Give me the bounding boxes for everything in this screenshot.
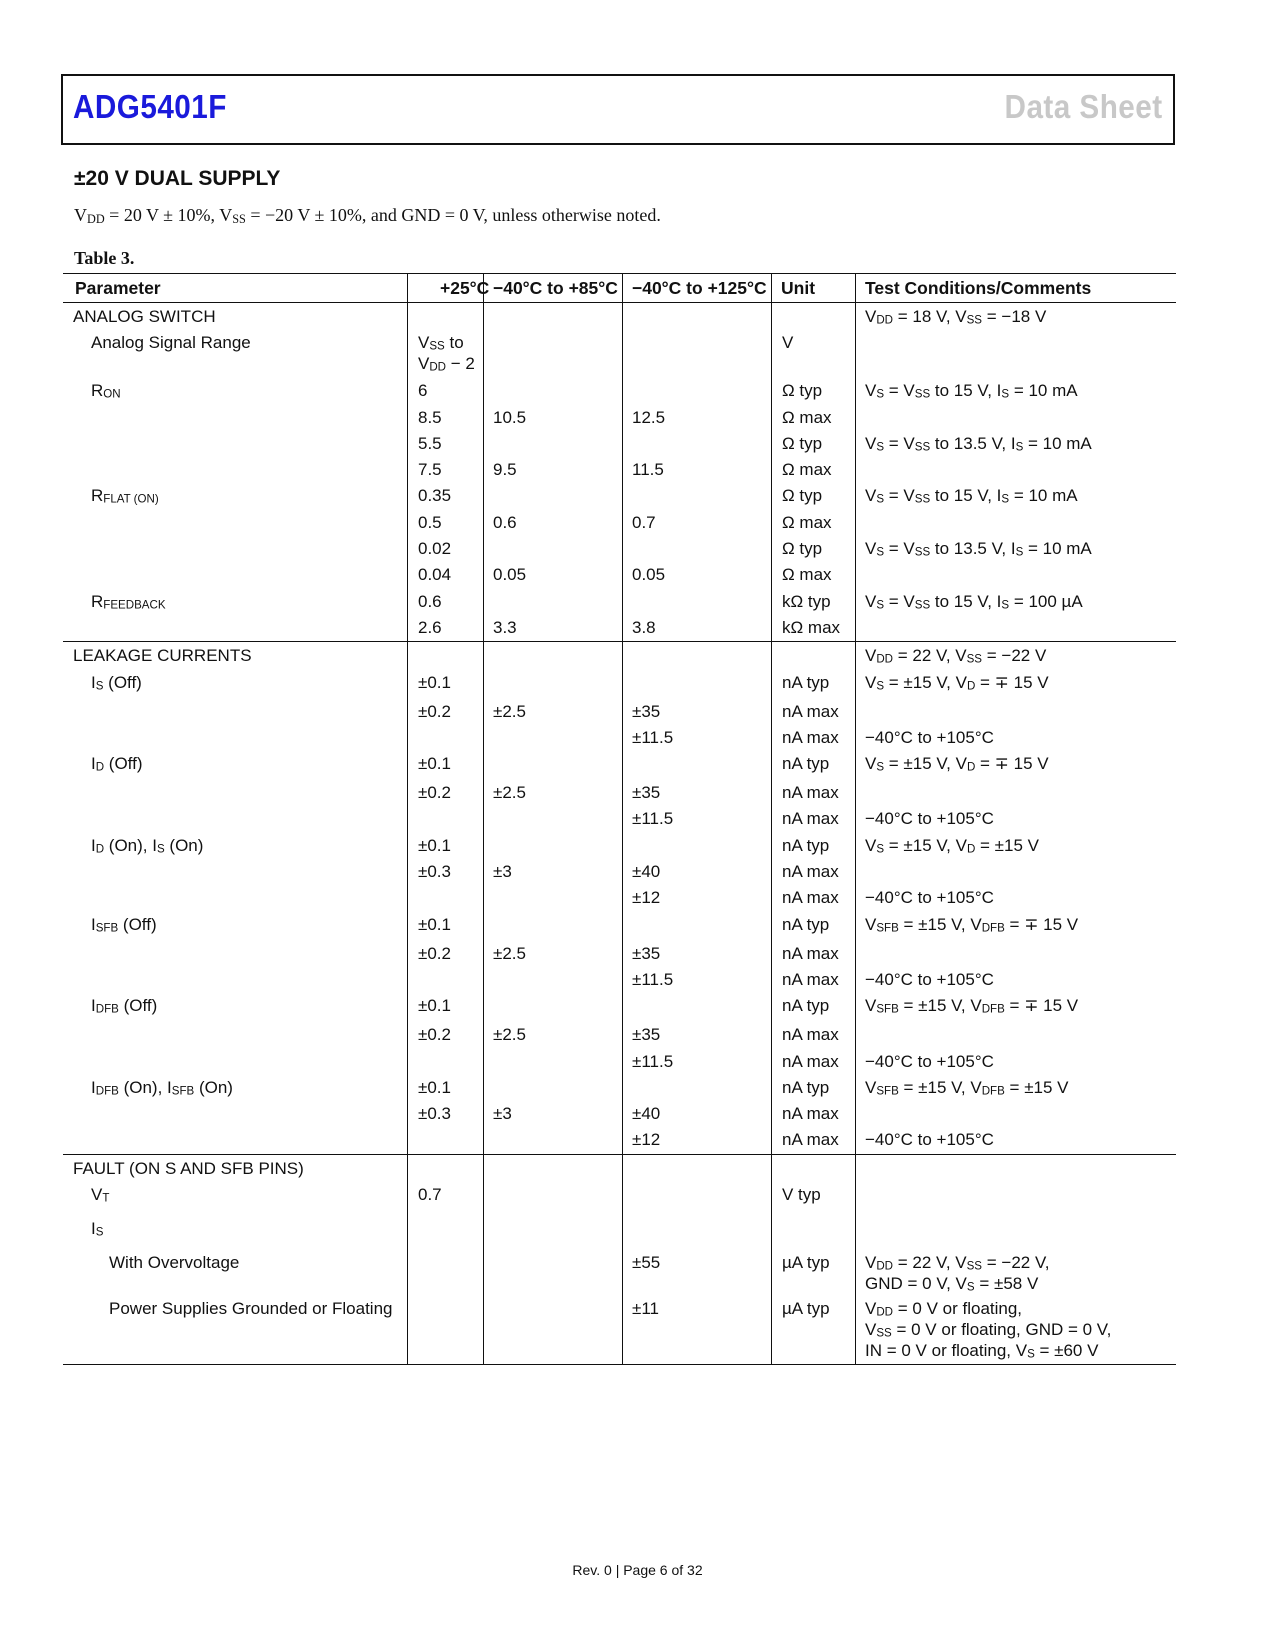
value-125c: 3.8 (632, 617, 656, 637)
param-label: $I_{SFB}$ (Off) (91, 914, 157, 935)
unit: Ω typ (782, 381, 823, 401)
unit: nA max (782, 862, 839, 882)
part-number: ADG5401F (73, 88, 227, 125)
table-row (63, 562, 1176, 588)
table-row (63, 859, 1176, 885)
condition: $V_{SFB} = \pm 15$ V, $V_{DFB} = \pm 15$ V (865, 1077, 1069, 1098)
param-label: $I_{DFB}$ (On), $I_{SFB}$ (On) (91, 1077, 233, 1098)
value-85c: ±3 (493, 1104, 512, 1124)
table-row (63, 967, 1176, 993)
value-125c: ±12 (632, 1130, 661, 1150)
value-25c: $V_{SS}$ to $V_{DD} - 2$ (418, 333, 475, 375)
condition: −40°C to +105°C (865, 888, 994, 908)
unit: nA typ (782, 754, 830, 774)
table-row (63, 993, 1176, 1022)
condition: −40°C to +105°C (865, 1130, 994, 1150)
value-125c: ±35 (632, 1025, 661, 1045)
value-25c: ±0.2 (418, 943, 451, 963)
value-25c: ±0.1 (418, 754, 451, 774)
table-row (63, 510, 1176, 536)
table-row (63, 457, 1176, 483)
condition: $V_S = V_{SS}$ to 15 V, $I_S = 100$ µA (865, 591, 1083, 612)
param-label: Power Supplies Grounded or Floating (109, 1299, 393, 1319)
condition: $V_{SFB} = \pm 15$ V, $V_{DFB}$ = ∓ 15 V (865, 914, 1079, 935)
fault-section (63, 1155, 1176, 1365)
page-footer: Rev. 0 | Page 6 of 32 (572, 1562, 703, 1578)
condition: $V_{SFB} = \pm 15$ V, $V_{DFB}$ = ∓ 15 V (865, 996, 1079, 1016)
value-85c: ±2.5 (493, 783, 526, 803)
param-label: With Overvoltage (109, 1253, 240, 1273)
table-caption: Table 3. (74, 248, 135, 268)
param-label: $I_S$ (Off) (91, 672, 142, 693)
condition: $V_S = V_{SS}$ to 15 V, $I_S = 10$ mA (865, 486, 1078, 507)
value-85c: ±2.5 (493, 701, 526, 721)
unit: µA typ (782, 1253, 830, 1273)
supply-conditions: $V_{DD} = 20$ V ± 10%, $V_{SS} = -20$ V ± 10%, and GND = 0 V, unless otherwise noted. (74, 205, 661, 226)
unit: nA typ (782, 1077, 830, 1097)
value-25c: 7.5 (418, 460, 442, 480)
value-125c: ±40 (632, 862, 661, 882)
unit: nA typ (782, 672, 830, 692)
unit: Ω typ (782, 539, 823, 559)
value-25c: 0.04 (418, 565, 452, 585)
table-row (63, 1182, 1176, 1216)
unit: nA max (782, 1051, 839, 1071)
header-125c: −40°C to +125°C (632, 278, 767, 298)
unit: Ω typ (782, 433, 823, 453)
unit: nA typ (782, 996, 830, 1016)
unit: nA max (782, 809, 839, 829)
value-25c: ±0.1 (418, 1077, 451, 1097)
condition: $V_S = \pm 15$ V, $V_D$ = ∓ 15 V (865, 754, 1049, 774)
table-row (63, 643, 1176, 669)
value-25c: ±0.2 (418, 701, 451, 721)
group-label: LEAKAGE CURRENTS (73, 646, 252, 666)
page-header (61, 74, 1175, 145)
param-label: $R_{FEEDBACK}$ (91, 591, 166, 612)
param-label: $I_D$ (Off) (91, 754, 143, 774)
value-125c: ±11.5 (632, 1051, 674, 1071)
table-row (63, 751, 1176, 780)
value-25c: ±0.2 (418, 783, 451, 803)
unit: Ω max (782, 565, 832, 585)
table-row (63, 806, 1176, 832)
unit: nA typ (782, 914, 830, 934)
leakage-currents-section (63, 642, 1176, 1154)
table-row (63, 1127, 1176, 1153)
table-row (63, 304, 1176, 330)
condition: −40°C to +105°C (865, 727, 994, 747)
value-25c: ±0.1 (418, 996, 451, 1016)
table-row (63, 1156, 1176, 1182)
value-125c: ±11.5 (632, 969, 674, 989)
value-125c: ±55 (632, 1253, 661, 1273)
group-condition: $V_{DD} = 22$ V, $V_{SS} = -22$ V (865, 646, 1047, 666)
table-row (63, 780, 1176, 806)
param-label: $I_D$ (On), $I_S$ (On) (91, 835, 204, 856)
value-125c: 12.5 (632, 407, 666, 427)
unit: nA max (782, 943, 839, 963)
table-row (63, 431, 1176, 457)
table-row (63, 483, 1176, 509)
table-row (63, 1022, 1176, 1048)
header-conditions: Test Conditions/Comments (865, 278, 1092, 298)
value-125c: ±12 (632, 888, 661, 908)
param-label: $V_T$ (91, 1185, 110, 1205)
value-125c: ±11 (632, 1299, 659, 1319)
value-125c: ±35 (632, 701, 661, 721)
value-25c: ±0.1 (418, 672, 451, 692)
unit: kΩ max (782, 617, 841, 637)
table-row (63, 330, 1176, 378)
value-85c: ±2.5 (493, 943, 526, 963)
value-125c: 11.5 (632, 460, 664, 480)
value-25c: 8.5 (418, 407, 442, 427)
value-25c: ±0.1 (418, 835, 451, 855)
value-25c: 0.6 (418, 591, 442, 611)
value-125c: ±11.5 (632, 727, 674, 747)
table-row (63, 699, 1176, 725)
value-25c: 2.6 (418, 617, 442, 637)
table-row (63, 1075, 1176, 1101)
value-85c: 3.3 (493, 617, 517, 637)
value-125c: ±35 (632, 943, 661, 963)
condition: $V_{DD} = 22$ V, $V_{SS} = -22$ V, GND = 0 V, $V_S = \pm 58$ V (865, 1253, 1050, 1294)
table-row (63, 833, 1176, 859)
condition: $V_S = V_{SS}$ to 15 V, $I_S = 10$ mA (865, 381, 1078, 402)
unit: nA max (782, 1025, 839, 1045)
value-25c: ±0.3 (418, 862, 451, 882)
value-85c: 0.6 (493, 512, 517, 532)
value-85c: 9.5 (493, 460, 517, 480)
unit: nA max (782, 1104, 839, 1124)
header-unit: Unit (781, 278, 816, 298)
value-25c: ±0.2 (418, 1025, 451, 1045)
param-label: Analog Signal Range (91, 333, 251, 353)
param-label: $R_{ON}$ (91, 381, 121, 402)
condition: $V_S = \pm 15$ V, $V_D = \pm 15$ V (865, 835, 1039, 856)
unit: µA typ (782, 1299, 830, 1319)
table-row (63, 725, 1176, 751)
value-125c: ±35 (632, 783, 661, 803)
value-25c: ±0.1 (418, 914, 451, 934)
unit: Ω max (782, 407, 832, 427)
table-row (63, 405, 1176, 431)
value-85c: ±2.5 (493, 1025, 526, 1045)
value-125c: 0.05 (632, 565, 666, 585)
table-row (63, 941, 1176, 967)
document-type: Data Sheet (1004, 88, 1163, 125)
group-label: ANALOG SWITCH (73, 307, 216, 326)
table-row (63, 912, 1176, 941)
unit: nA typ (782, 835, 830, 855)
table-row (63, 1296, 1176, 1364)
table-row (63, 1049, 1176, 1075)
value-25c: 6 (418, 381, 428, 401)
table-row (63, 1250, 1176, 1296)
condition: $V_S = V_{SS}$ to 13.5 V, $I_S = 10$ mA (865, 433, 1092, 454)
condition: −40°C to +105°C (865, 809, 994, 829)
value-125c: ±40 (632, 1104, 661, 1124)
table-row (63, 589, 1176, 615)
condition: $V_S = V_{SS}$ to 13.5 V, $I_S = 10$ mA (865, 539, 1092, 559)
unit: nA max (782, 727, 839, 747)
table-row (63, 1101, 1176, 1127)
value-25c: 0.02 (418, 539, 452, 559)
value-25c: 5.5 (418, 433, 442, 453)
table-header-row (63, 273, 1176, 303)
unit: kΩ typ (782, 591, 831, 611)
analog-switch-section (63, 303, 1176, 642)
condition: −40°C to +105°C (865, 969, 994, 989)
unit: nA max (782, 701, 839, 721)
unit: nA max (782, 888, 839, 908)
value-25c: 0.35 (418, 486, 452, 506)
spec-table (63, 273, 1176, 1365)
unit: nA max (782, 969, 839, 989)
value-125c: ±11.5 (632, 809, 674, 829)
param-label: $I_{DFB}$ (Off) (91, 996, 158, 1016)
table-row (63, 536, 1176, 562)
value-125c: 0.7 (632, 512, 656, 532)
header-parameter: Parameter (75, 278, 161, 298)
param-label: $I_S$ (91, 1219, 104, 1239)
table-row (63, 885, 1176, 911)
condition: $V_S = \pm 15$ V, $V_D$ = ∓ 15 V (865, 672, 1049, 693)
group-label: FAULT (ON S AND SFB PINS) (73, 1158, 304, 1178)
table-row (63, 670, 1176, 699)
param-label: $R_{FLAT (ON)}$ (91, 486, 159, 507)
unit: Ω max (782, 512, 832, 532)
unit: nA max (782, 783, 839, 803)
unit: V (782, 333, 794, 353)
table-row (63, 378, 1176, 404)
condition: $V_{DD} = 0$ V or floating, $V_{SS} = 0$ V or floating, GND = 0 V, IN = 0 V or floating, $V_S = \pm 60$ V (865, 1299, 1112, 1361)
value-85c: 0.05 (493, 565, 527, 585)
unit: V typ (782, 1185, 821, 1205)
group-condition: $V_{DD} = 18$ V, $V_{SS} = -18$ V (865, 307, 1047, 327)
unit: Ω typ (782, 486, 823, 506)
value-85c: 10.5 (493, 407, 527, 427)
value-25c: ±0.3 (418, 1104, 451, 1124)
value-85c: ±3 (493, 862, 512, 882)
unit: Ω max (782, 460, 832, 480)
table-row (63, 615, 1176, 641)
unit: nA max (782, 1130, 839, 1150)
value-25c: 0.7 (418, 1185, 442, 1205)
section-title: ±20 V DUAL SUPPLY (74, 167, 281, 190)
table-row (63, 1216, 1176, 1250)
condition: −40°C to +105°C (865, 1051, 994, 1071)
header-25c: +25°C (440, 278, 490, 298)
header-85c: −40°C to +85°C (493, 278, 618, 298)
value-25c: 0.5 (418, 512, 442, 532)
